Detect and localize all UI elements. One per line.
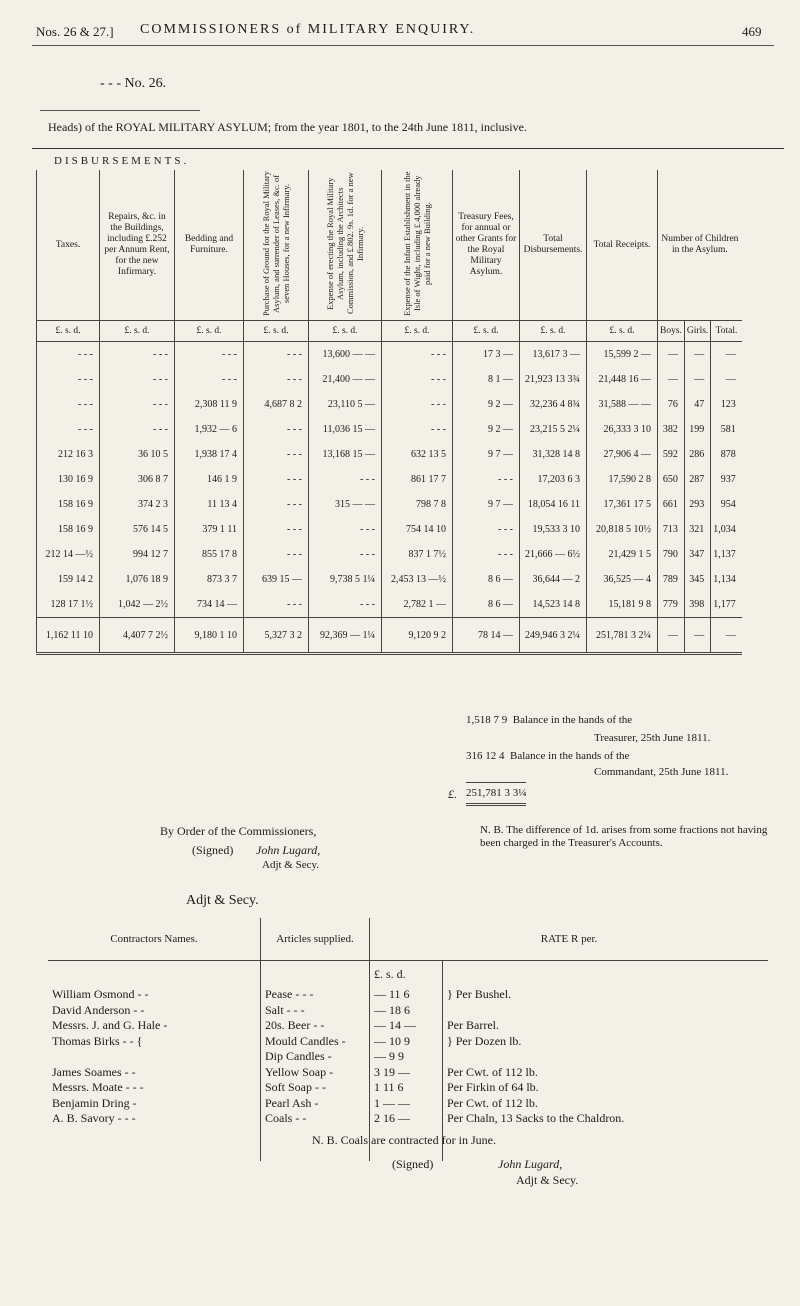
table-cell: 23,215 5 2¼: [520, 417, 587, 442]
table-26-number: - - - No. 26.: [100, 76, 167, 91]
total-cell: —: [711, 618, 742, 654]
table-cell: 212 16 3: [37, 442, 100, 467]
table-cell: - - -: [244, 342, 309, 368]
table-cell: 1,932 — 6: [175, 417, 244, 442]
col-taxes: [37, 170, 100, 321]
article-item: Salt - - -: [265, 1002, 305, 1017]
table-cell: —: [684, 367, 710, 392]
article-item: Soft Soap - -: [265, 1080, 326, 1094]
col-total-disb-label: Total Disbursements.: [523, 234, 583, 255]
table-27: [48, 918, 768, 1161]
table-cell: 321: [684, 517, 710, 542]
balance-amount: 1,518 7 9: [466, 714, 508, 726]
table-cell: - - -: [244, 467, 309, 492]
table-cell: 379 1 11: [175, 517, 244, 542]
col-ground: [244, 170, 309, 321]
balance-treasurer: [466, 714, 632, 726]
total-cell: 5,327 3 2: [244, 618, 309, 654]
table-row: [37, 592, 742, 618]
table-cell: 1,938 17 4: [175, 442, 244, 467]
rate-unit: } Per Bushel.: [447, 987, 512, 1001]
table-cell: - - -: [37, 367, 100, 392]
table-cell: —: [684, 342, 710, 368]
contractor-name: Benjamin Dring -: [52, 1095, 137, 1110]
rate-unit: Per Barrel.: [447, 1018, 499, 1032]
table-cell: 13,168 15 —: [309, 442, 382, 467]
table-cell: - - -: [100, 342, 175, 368]
table-cell: 581: [711, 417, 742, 442]
price-value: — 9 9: [374, 1049, 404, 1063]
table-cell: - - -: [309, 542, 382, 567]
col-erecting-label: Expense of erecting the Royal Military Asylum, including the Architects Commission, and £.802. 9s. 1d. for a new Infirmary.: [325, 172, 365, 314]
total-cell: 9,120 9 2: [382, 618, 453, 654]
table-cell: 1,137: [711, 542, 742, 567]
articles-cell: [261, 961, 370, 1162]
order-signed: (Signed): [192, 843, 234, 857]
running-head-left: Nos. 26 & 27.]: [36, 24, 114, 39]
table-cell: 789: [658, 567, 685, 592]
total-cell: —: [658, 618, 685, 654]
article-item: Pearl Ash -: [265, 1095, 319, 1110]
table-row: [37, 442, 742, 467]
table-cell: 286: [684, 442, 710, 467]
money-header: £. s. d.: [374, 967, 406, 981]
price-value: 1 — —: [374, 1095, 410, 1110]
order-title: Adjt & Secy.: [262, 859, 320, 871]
contractor-name: [52, 1049, 256, 1065]
table-cell: - - -: [100, 392, 175, 417]
rate-unit: } Per Dozen lb.: [447, 1033, 522, 1048]
balance-commandant-cont: Commandant, 25th June 1811.: [594, 766, 729, 778]
contractor-name: James Soames - -: [52, 1064, 136, 1079]
unit-cell: £. s. d.: [382, 321, 453, 342]
table-cell: 19,533 3 10: [520, 517, 587, 542]
table-row: [37, 417, 742, 442]
article-item: Pease - - -: [265, 987, 314, 1001]
table-cell: 1,177: [711, 592, 742, 618]
table-cell: 878: [711, 442, 742, 467]
col-bedding: [175, 170, 244, 321]
table-cell: 315 — —: [309, 492, 382, 517]
table-cell: 9 7 —: [453, 492, 520, 517]
table-cell: 650: [658, 467, 685, 492]
unit-cell: £. s. d.: [100, 321, 175, 342]
signature-27: John Lugard,: [498, 1157, 563, 1171]
table-cell: 9 2 —: [453, 392, 520, 417]
contractor-name: Thomas Birks - - {: [52, 1033, 143, 1048]
col-total-receipts-label: Total Receipts.: [593, 239, 651, 250]
table-cell: 293: [684, 492, 710, 517]
table-cell: 1,034: [711, 517, 742, 542]
table-cell: 36 10 5: [100, 442, 175, 467]
subcol-boys: Boys.: [658, 321, 685, 342]
table-cell: 954: [711, 492, 742, 517]
table-cell: - - -: [244, 542, 309, 567]
table-cell: 15,181 9 8: [587, 592, 658, 618]
subcol-girls: Girls.: [684, 321, 710, 342]
table-cell: 36,644 — 2: [520, 567, 587, 592]
header-rule: [32, 45, 774, 46]
table-cell: - - -: [175, 367, 244, 392]
table-row: [37, 367, 742, 392]
table-cell: - - -: [244, 367, 309, 392]
table-cell: - - -: [37, 417, 100, 442]
table-cell: 576 14 5: [100, 517, 175, 542]
table-cell: - - -: [309, 592, 382, 618]
table-cell: 2,782 1 —: [382, 592, 453, 618]
table-cell: 27,906 4 —: [587, 442, 658, 467]
table-cell: —: [658, 367, 685, 392]
table-cell: 146 1 9: [175, 467, 244, 492]
table-26-top-border: [32, 148, 784, 150]
table-cell: 158 16 9: [37, 492, 100, 517]
table-cell: 31,588 — —: [587, 392, 658, 417]
running-head-title: COMMISSIONERS of MILITARY ENQUIRY.: [140, 22, 476, 37]
table-row: [37, 567, 742, 592]
table-cell: 32,236 4 8¾: [520, 392, 587, 417]
table-cell: 14,523 14 8: [520, 592, 587, 618]
contractor-name: David Anderson - -: [52, 1002, 145, 1017]
table-cell: 130 16 9: [37, 467, 100, 492]
balance-double-rule: [466, 803, 526, 806]
table-cell: —: [711, 367, 742, 392]
price-value: — 18 6: [374, 1002, 410, 1017]
section-rule: [40, 110, 200, 111]
table-cell: 2,453 13 —½: [382, 567, 453, 592]
table-cell: - - -: [244, 442, 309, 467]
table-cell: 347: [684, 542, 710, 567]
table-cell: 382: [658, 417, 685, 442]
table-26: [36, 170, 742, 655]
table-cell: 21,429 1 5: [587, 542, 658, 567]
table-cell: - - -: [244, 492, 309, 517]
col-repairs: [100, 170, 175, 321]
col-infant-label: Expense of the Infant Establishment in the Isle of Wight, including £.4,000 already paid for a new Building.: [402, 170, 432, 316]
table-cell: —: [658, 342, 685, 368]
table-cell: - - -: [244, 592, 309, 618]
table-cell: - - -: [453, 467, 520, 492]
table-cell: 15,599 2 —: [587, 342, 658, 368]
col-articles: Articles supplied.: [261, 918, 370, 961]
article-item: Mould Candles -: [265, 1033, 346, 1048]
price-value: 3 19 —: [374, 1064, 410, 1079]
table-cell: 17,203 6 3: [520, 467, 587, 492]
col-total-disb: [520, 170, 587, 321]
table-cell: 158 16 9: [37, 517, 100, 542]
unit-cell: £. s. d.: [587, 321, 658, 342]
table-cell: - - -: [382, 417, 453, 442]
table-cell: - - -: [175, 342, 244, 368]
table-cell: 21,448 16 —: [587, 367, 658, 392]
table-cell: - - -: [453, 542, 520, 567]
balance-text: Balance in the hands of the: [510, 750, 630, 762]
table-cell: 306 8 7: [100, 467, 175, 492]
unit-cell: £. s. d.: [244, 321, 309, 342]
table-cell: 23,110 5 —: [309, 392, 382, 417]
col-total-receipts: [587, 170, 658, 321]
col-infant: [382, 170, 453, 321]
price-value: 2 16 —: [374, 1111, 410, 1125]
totals-row: [37, 618, 742, 654]
total-cell: 92,369 — 1¼: [309, 618, 382, 654]
table-cell: 9,738 5 1¼: [309, 567, 382, 592]
col-rate: RATE R per.: [370, 918, 769, 961]
table-cell: 861 17 7: [382, 467, 453, 492]
article-item: 20s. Beer - -: [265, 1018, 325, 1032]
table-cell: 159 14 2: [37, 567, 100, 592]
subcol-total: Total.: [711, 321, 742, 342]
contractor-name: Messrs. J. and G. Hale -: [52, 1018, 168, 1032]
table-cell: - - -: [453, 517, 520, 542]
table-cell: 26,333 3 10: [587, 417, 658, 442]
table-cell: - - -: [382, 367, 453, 392]
table-cell: 661: [658, 492, 685, 517]
total-cell: 78 14 —: [453, 618, 520, 654]
balance-amount: 316 12 4: [466, 750, 505, 762]
table-cell: 8 6 —: [453, 592, 520, 618]
table-row: [37, 542, 742, 567]
table-27-title: Adjt & Secy.: [186, 893, 259, 908]
contractor-name: William Osmond - -: [52, 987, 149, 1001]
unit-cell: £. s. d.: [37, 321, 100, 342]
price-value: — 11 6: [374, 987, 410, 1001]
total-cell: 1,162 11 10: [37, 618, 100, 654]
price-value: — 10 9: [374, 1033, 410, 1048]
signed-27: (Signed): [392, 1157, 434, 1171]
table-cell: 199: [684, 417, 710, 442]
table-cell: 632 13 5: [382, 442, 453, 467]
table-row: [37, 467, 742, 492]
table-row: [37, 517, 742, 542]
rate-unit: Per Cwt. of 112 lb.: [447, 1095, 538, 1110]
table-cell: 21,666 — 6½: [520, 542, 587, 567]
table-cell: - - -: [37, 342, 100, 368]
balance-commandant: [466, 750, 629, 762]
col-taxes-label: Taxes.: [55, 239, 81, 250]
table-cell: 287: [684, 467, 710, 492]
contractors-cell: [48, 961, 261, 1162]
table-cell: 36,525 — 4: [587, 567, 658, 592]
table-cell: 1,134: [711, 567, 742, 592]
table-row: [37, 342, 742, 368]
table-cell: 17 3 —: [453, 342, 520, 368]
rate-unit: Per Chaln, 13 Sacks to the Chaldron.: [447, 1111, 625, 1125]
table-cell: - - -: [100, 367, 175, 392]
table-26-body: [37, 342, 742, 654]
rate-unit: [447, 1003, 764, 1019]
table-cell: 128 17 1½: [37, 592, 100, 618]
table-cell: 994 12 7: [100, 542, 175, 567]
price-value: — 14 —: [374, 1018, 416, 1032]
unit-cell: £. s. d.: [175, 321, 244, 342]
table-cell: 398: [684, 592, 710, 618]
order-line: By Order of the Commissioners,: [160, 824, 317, 838]
total-cell: 4,407 7 2½: [100, 618, 175, 654]
table-cell: - - -: [37, 392, 100, 417]
table-row: [37, 392, 742, 417]
table-cell: 345: [684, 567, 710, 592]
col-repairs-label: Repairs, &c. in the Buildings, including £.252 per Annum Rent, for the new Infirmary.: [104, 212, 170, 277]
table-cell: 873 3 7: [175, 567, 244, 592]
table-cell: 754 14 10: [382, 517, 453, 542]
balance-treasurer-cont: Treasurer, 25th June 1811.: [594, 732, 711, 744]
table-26-subtitle: Heads) of the ROYAL MILITARY ASYLUM; from the year 1801, to the 24th June 1811, inclusive.: [48, 120, 527, 134]
signature-title-27: Adjt & Secy.: [516, 1173, 579, 1187]
table-cell: 11,036 15 —: [309, 417, 382, 442]
prices-cell: [370, 961, 443, 1162]
table-cell: 374 2 3: [100, 492, 175, 517]
table-cell: 47: [684, 392, 710, 417]
table-cell: 8 1 —: [453, 367, 520, 392]
col-bedding-label: Bedding and Furniture.: [184, 234, 234, 255]
table-cell: - - -: [382, 392, 453, 417]
table-cell: 790: [658, 542, 685, 567]
col-treasury: [453, 170, 520, 321]
balance-rule: [466, 782, 526, 783]
table-cell: 1,042 — 2½: [100, 592, 175, 618]
rate-unit: Per Firkin of 64 lb.: [447, 1080, 539, 1094]
table-cell: 937: [711, 467, 742, 492]
table-cell: 639 15 —: [244, 567, 309, 592]
table-cell: - - -: [244, 417, 309, 442]
total-cell: —: [684, 618, 710, 654]
col-erecting: [309, 170, 382, 321]
nb-note-26: N. B. The difference of 1d. arises from some fractions not having been charged in the Treasurer's Accounts.: [480, 824, 768, 849]
table-cell: 17,361 17 5: [587, 492, 658, 517]
table-cell: 21,923 13 3¾: [520, 367, 587, 392]
balance-text: Balance in the hands of the: [512, 714, 633, 726]
table-cell: 9 7 —: [453, 442, 520, 467]
table-cell: 9 2 —: [453, 417, 520, 442]
table-cell: 713: [658, 517, 685, 542]
table-cell: 837 1 7½: [382, 542, 453, 567]
disbursements-label: DISBURSEMENTS.: [54, 155, 190, 167]
rate-unit: Per Cwt. of 112 lb.: [447, 1064, 538, 1079]
article-item: Coals - -: [265, 1111, 307, 1125]
table-cell: - - -: [309, 467, 382, 492]
price-value: 1 11 6: [374, 1080, 404, 1094]
table-cell: 13,617 3 —: [520, 342, 587, 368]
page-number: 469: [742, 24, 762, 39]
table-cell: - - -: [100, 417, 175, 442]
col-ground-label: Purchase of Ground for the Royal Military Asylum, and surrender of Leases, &c. of seven Houses, for a new Infirmary.: [261, 170, 291, 316]
rate-unit: [447, 1049, 764, 1065]
unit-cell: £. s. d.: [453, 321, 520, 342]
contractor-name: A. B. Savory - - -: [52, 1111, 136, 1125]
balance-total: 251,781 3 3¼: [466, 787, 527, 799]
unit-cell: £. s. d.: [520, 321, 587, 342]
table-cell: 123: [711, 392, 742, 417]
table-cell: - - -: [309, 517, 382, 542]
table-cell: 21,400 — —: [309, 367, 382, 392]
table-cell: 798 7 8: [382, 492, 453, 517]
total-cell: 249,946 3 2¼: [520, 618, 587, 654]
contractor-name: Messrs. Moate - - -: [52, 1080, 144, 1094]
table-cell: 31,328 14 8: [520, 442, 587, 467]
table-cell: 8 6 —: [453, 567, 520, 592]
table-cell: 855 17 8: [175, 542, 244, 567]
per-cell: [443, 961, 769, 1162]
table-cell: 76: [658, 392, 685, 417]
table-cell: - - -: [382, 342, 453, 368]
article-item: Yellow Soap -: [265, 1064, 334, 1079]
table-cell: 2,308 11 9: [175, 392, 244, 417]
col-children: [658, 170, 742, 321]
table-cell: —: [711, 342, 742, 368]
total-cell: 251,781 3 2¼: [587, 618, 658, 654]
col-children-label: Number of Children in the Asylum.: [661, 234, 739, 255]
table-cell: 18,054 16 11: [520, 492, 587, 517]
total-cell: 9,180 1 10: [175, 618, 244, 654]
table-cell: 17,590 2 8: [587, 467, 658, 492]
table-cell: 4,687 8 2: [244, 392, 309, 417]
table-cell: 20,818 5 10½: [587, 517, 658, 542]
nb-note-27: N. B. Coals are contracted for in June.: [312, 1133, 496, 1147]
col-treasury-label: Treasury Fees, for annual or other Grants for the Royal Military Asylum.: [455, 212, 517, 277]
table-cell: 212 14 —½: [37, 542, 100, 567]
table-cell: 734 14 —: [175, 592, 244, 618]
table-cell: 592: [658, 442, 685, 467]
table-cell: 13,600 — —: [309, 342, 382, 368]
order-signature: John Lugard,: [256, 843, 321, 857]
balance-pound-sign: £.: [448, 787, 457, 801]
table-cell: - - -: [244, 517, 309, 542]
table-cell: 1,076 18 9: [100, 567, 175, 592]
article-item: Dip Candles -: [265, 1049, 332, 1063]
unit-cell: £. s. d.: [309, 321, 382, 342]
table-cell: 11 13 4: [175, 492, 244, 517]
col-contractors: Contractors Names.: [48, 918, 261, 961]
table-cell: 779: [658, 592, 685, 618]
table-row: [37, 492, 742, 517]
